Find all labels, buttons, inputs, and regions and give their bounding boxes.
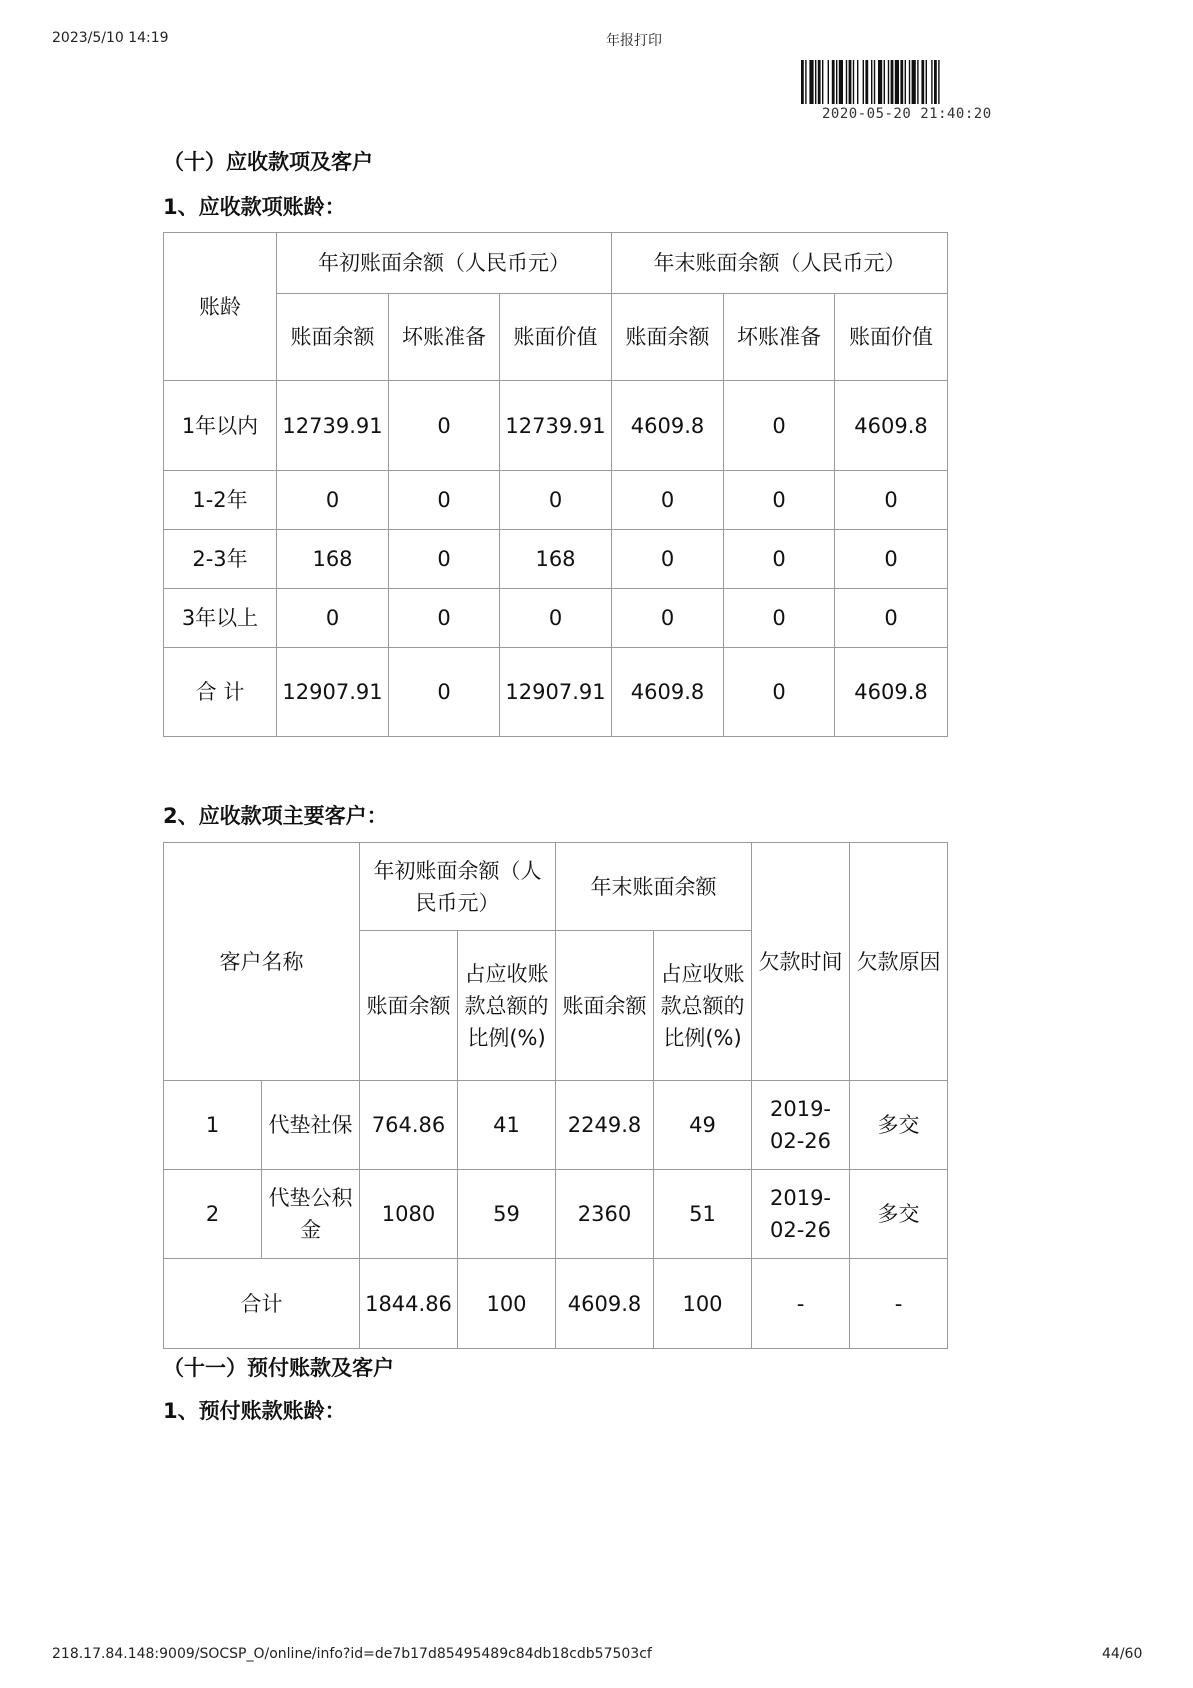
table-cell: 49 bbox=[654, 1081, 752, 1170]
debt-reason-header: 欠款原因 bbox=[850, 843, 948, 1081]
end-balance-group-header: 年末账面余额（人民币元） bbox=[612, 233, 948, 294]
debt-time: - bbox=[752, 1259, 850, 1349]
sub-header: 账面余额 bbox=[277, 294, 389, 381]
table-cell: 4609.8 bbox=[556, 1259, 654, 1349]
table-cell: 0 bbox=[724, 471, 835, 530]
table-cell: 4609.8 bbox=[612, 648, 724, 737]
customer-name: 代垫社保 bbox=[262, 1081, 360, 1170]
row-number: 2 bbox=[164, 1170, 262, 1259]
sub-header: 账面余额 bbox=[556, 931, 654, 1081]
table-cell: 41 bbox=[458, 1081, 556, 1170]
table-row bbox=[164, 1170, 948, 1259]
footer-url: 218.17.84.148:9009/SOCSP_O/online/info?id=de7b17d85495489c84db18cdb57503cf bbox=[52, 1646, 652, 1662]
table-cell: 0 bbox=[835, 471, 948, 530]
sub-header: 账面价值 bbox=[500, 294, 612, 381]
table-cell: 0 bbox=[612, 471, 724, 530]
table-cell: 59 bbox=[458, 1170, 556, 1259]
table-cell: 0 bbox=[277, 471, 389, 530]
table-cell: 0 bbox=[724, 648, 835, 737]
barcode-timestamp: 2020-05-20 21:40:20 bbox=[822, 106, 992, 122]
table-row bbox=[164, 589, 948, 648]
sub-header: 账面价值 bbox=[835, 294, 948, 381]
table-cell: 0 bbox=[612, 589, 724, 648]
begin-balance-group-header: 年初账面余额（人民币元） bbox=[277, 233, 612, 294]
row-label: 合 计 bbox=[164, 648, 277, 737]
sub-header: 坏账准备 bbox=[389, 294, 500, 381]
table-cell: 168 bbox=[500, 530, 612, 589]
table-cell: 0 bbox=[277, 589, 389, 648]
print-datetime: 2023/5/10 14:19 bbox=[52, 30, 169, 46]
page-number: 44/60 bbox=[1102, 1646, 1143, 1662]
table-cell: 12907.91 bbox=[500, 648, 612, 737]
debt-time: 2019-02-26 bbox=[752, 1170, 850, 1259]
table-row bbox=[164, 471, 948, 530]
table-cell: 0 bbox=[724, 530, 835, 589]
aging-col-header: 账龄 bbox=[164, 233, 277, 381]
customer-name: 代垫公积金 bbox=[262, 1170, 360, 1259]
debt-reason: 多交 bbox=[850, 1170, 948, 1259]
table-cell: 0 bbox=[389, 648, 500, 737]
table-row bbox=[164, 381, 948, 471]
sub-header: 占应收账款总额的比例(%) bbox=[654, 931, 752, 1081]
table-cell: 0 bbox=[724, 381, 835, 471]
row-label: 1年以内 bbox=[164, 381, 277, 471]
customers-heading: 2、应收款项主要客户： bbox=[163, 804, 388, 828]
sub-header: 坏账准备 bbox=[724, 294, 835, 381]
begin-balance-group-header: 年初账面余额（人民币元） bbox=[360, 843, 556, 931]
debt-reason: 多交 bbox=[850, 1081, 948, 1170]
section-10-title: （十）应收款项及客户 bbox=[163, 150, 373, 174]
row-label: 合计 bbox=[164, 1259, 360, 1349]
table-cell: 168 bbox=[277, 530, 389, 589]
row-number: 1 bbox=[164, 1081, 262, 1170]
print-title: 年报打印 bbox=[606, 33, 662, 49]
total-row bbox=[164, 648, 948, 737]
table-row bbox=[164, 530, 948, 589]
table-cell: 0 bbox=[389, 530, 500, 589]
table-cell: 4609.8 bbox=[612, 381, 724, 471]
table-cell: 0 bbox=[835, 589, 948, 648]
sub-header: 账面余额 bbox=[612, 294, 724, 381]
table-cell: 51 bbox=[654, 1170, 752, 1259]
table-cell: 0 bbox=[389, 589, 500, 648]
table-cell: 0 bbox=[724, 589, 835, 648]
table-cell: 100 bbox=[458, 1259, 556, 1349]
end-balance-group-header: 年末账面余额 bbox=[556, 843, 752, 931]
table-cell: 0 bbox=[389, 381, 500, 471]
table-cell: 2360 bbox=[556, 1170, 654, 1259]
table-cell: 4609.8 bbox=[835, 648, 948, 737]
main-customers-table bbox=[163, 842, 948, 1349]
debt-time-header: 欠款时间 bbox=[752, 843, 850, 1081]
table-cell: 4609.8 bbox=[835, 381, 948, 471]
prepayment-aging-heading: 1、预付账款账龄： bbox=[163, 1399, 346, 1423]
receivables-aging-table bbox=[163, 232, 948, 737]
row-label: 1-2年 bbox=[164, 471, 277, 530]
table-cell: 764.86 bbox=[360, 1081, 458, 1170]
total-row bbox=[164, 1259, 948, 1349]
barcode-icon bbox=[801, 60, 1023, 104]
table-cell: 0 bbox=[500, 471, 612, 530]
customer-name-header: 客户名称 bbox=[164, 843, 360, 1081]
table-cell: 2249.8 bbox=[556, 1081, 654, 1170]
table-row bbox=[164, 1081, 948, 1170]
table-cell: 1080 bbox=[360, 1170, 458, 1259]
table-cell: 12739.91 bbox=[277, 381, 389, 471]
sub-header: 占应收账款总额的比例(%) bbox=[458, 931, 556, 1081]
debt-time: 2019-02-26 bbox=[752, 1081, 850, 1170]
debt-reason: - bbox=[850, 1259, 948, 1349]
table-cell: 100 bbox=[654, 1259, 752, 1349]
sub-header: 账面余额 bbox=[360, 931, 458, 1081]
table-cell: 12739.91 bbox=[500, 381, 612, 471]
table-cell: 0 bbox=[612, 530, 724, 589]
row-label: 2-3年 bbox=[164, 530, 277, 589]
table-cell: 0 bbox=[500, 589, 612, 648]
aging-heading: 1、应收款项账龄： bbox=[163, 195, 346, 219]
table-cell: 1844.86 bbox=[360, 1259, 458, 1349]
section-11-title: （十一）预付账款及客户 bbox=[163, 1356, 394, 1380]
table-cell: 0 bbox=[389, 471, 500, 530]
table-cell: 0 bbox=[835, 530, 948, 589]
table-cell: 12907.91 bbox=[277, 648, 389, 737]
row-label: 3年以上 bbox=[164, 589, 277, 648]
